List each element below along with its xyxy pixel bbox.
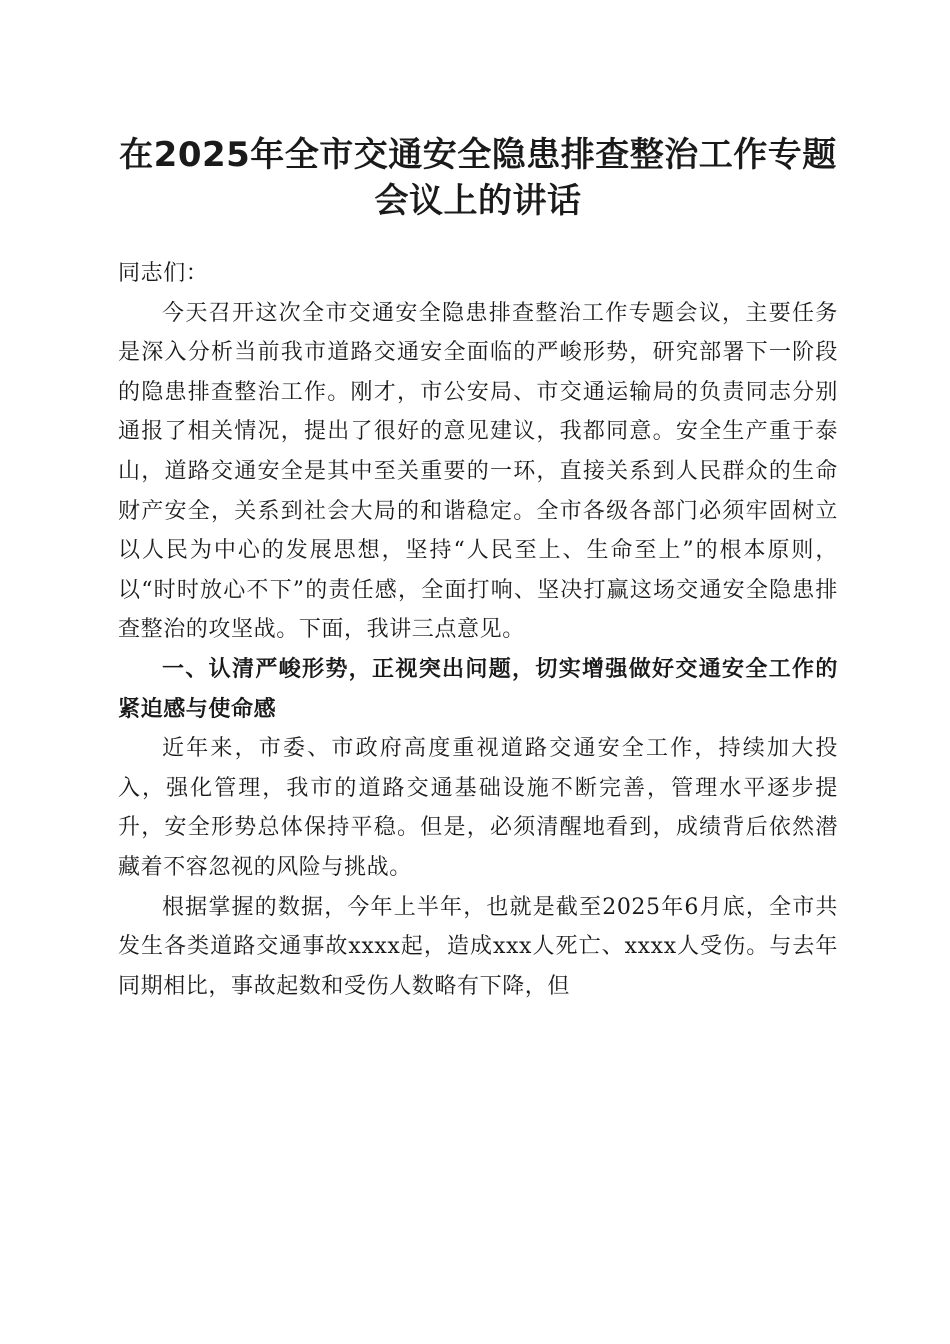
section-heading: 一、认清严峻形势，正视突出问题，切实增强做好交通安全工作的紧迫感与使命感 bbox=[118, 656, 838, 722]
opening-paragraph: 今天召开这次全市交通安全隐患排查整治工作专题会议，主要任务是深入分析当前我市道路交通安全面临的严峻形势，研究部署下一阶段的隐患排查整治工作。刚才，市公安局、市交通运输局的负责同志分别通报了相关情况，提出了很好的意见建议，我都同意。安全生产重于泰山，道路交通安全是其中至关重要的一环，直接关系到人民群众的生命财产安全，关系到社会大局的和谐稳定。全市各级各部门必须牢固树立以人民为中心的发展思想，坚持“人民至上、生命至上”的根本原则，以“时时放心不下”的责任感，全面打响、坚决打赢这场交通安全隐患排查整治的攻坚战。下面，我讲三点意见。 bbox=[118, 300, 838, 643]
section-paragraph-1: 近年来，市委、市政府高度重视道路交通安全工作，持续加大投入，强化管理，我市的道路交通基础设施不断完善，管理水平逐步提升，安全形势总体保持平稳。但是，必须清醒地看到，成绩背后依然潜藏着不容忽视的风险与挑战。 bbox=[118, 736, 838, 880]
document-title: 在2025年全市交通安全隐患排查整治工作专题会议上的讲话 bbox=[119, 135, 837, 221]
salutation: 同志们： bbox=[118, 261, 209, 286]
document-body bbox=[118, 254, 838, 1006]
section-paragraph-2: 根据掌握的数据，今年上半年，也就是截至2025年6月底，全市共发生各类道路交通事故xxxx起，造成xxx人死亡、xxxx人受伤。与去年同期相比，事故起数和受伤人数略有下降，但 bbox=[118, 894, 838, 999]
